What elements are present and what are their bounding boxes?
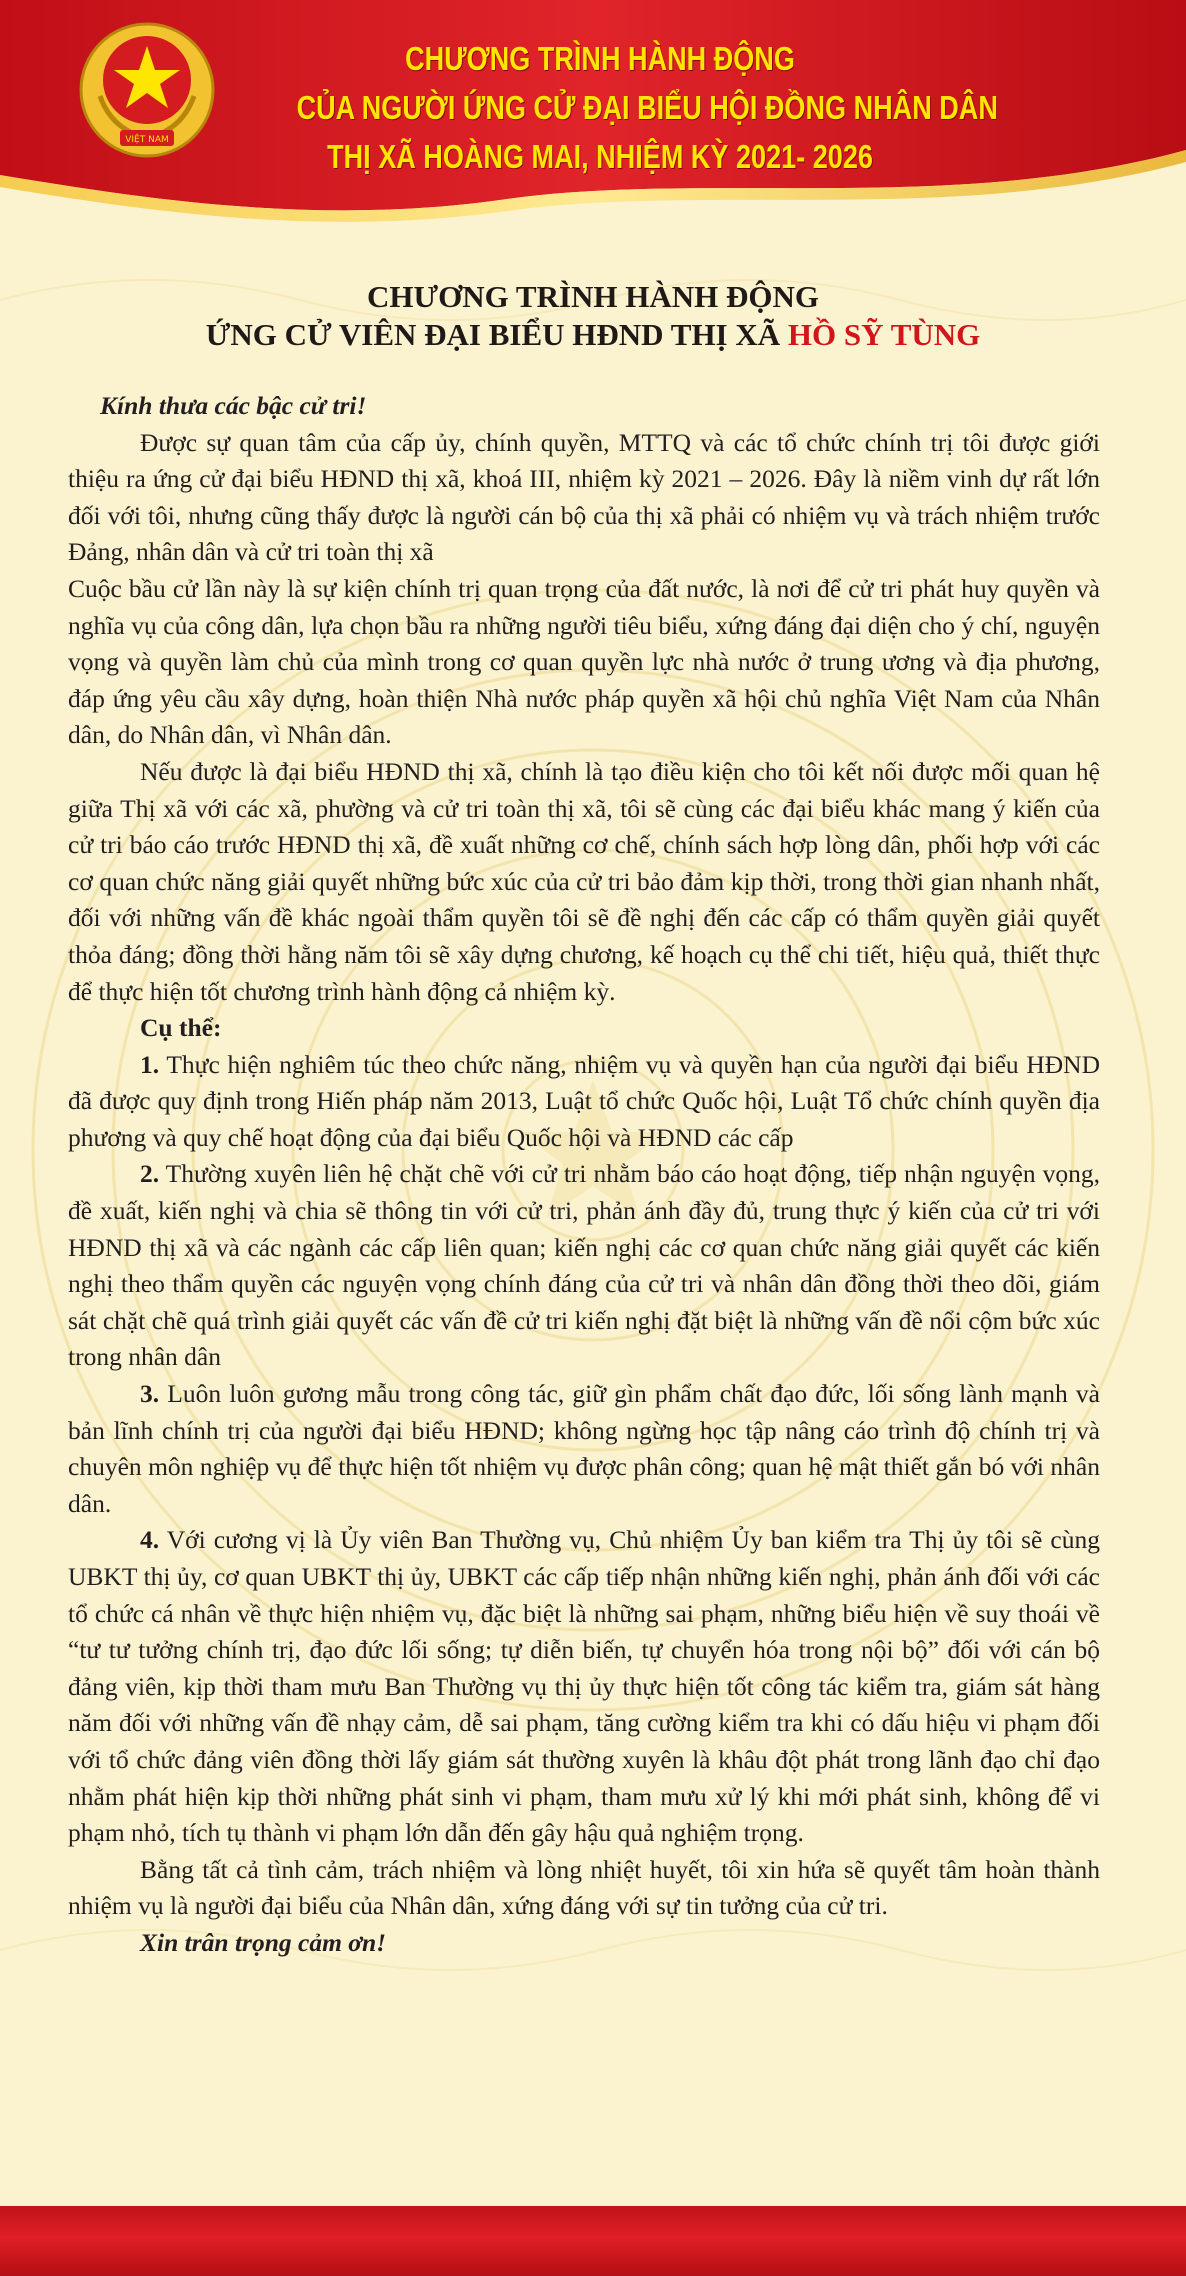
paragraph-3: Nếu được là đại biểu HĐND thị xã, chính là tạo điều kiện cho tôi kết nối được mối quan hệ giữa Thị xã với các xã, phường và cử tri toàn thị xã, tôi sẽ cùng các đại biểu khác mang ý kiến của cử tri báo cáo trước HĐND thị xã, đề xuất những cơ chế, chính sách hợp lòng dân, phối hợp với các cơ quan chức năng giải quyết những bức xúc của cử tri bảo đảm kịp thời, trong thời gian nhanh nhất, đối với những vấn đề khác ngoài thẩm quyền tôi sẽ đề nghị đến các cấp có thẩm quyền giải quyết thỏa đáng; đồng thời hằng năm tôi sẽ xây dựng chương, kế hoạch cụ thể chi tiết, hiệu quả, thiết thực để thực hiện tốt chương trình hành động cả nhiệm kỳ. xyxy=(68,756,1100,1006)
paragraph-1: Được sự quan tâm của cấp ủy, chính quyền, MTTQ và các tổ chức chính trị tôi được giới thiệu ra ứng cử đại biểu HĐND thị xã, khoá III, nhiệm kỳ 2021 – 2026. Đây là niềm vinh dự rất lớn đối với tôi, nhưng cũng thấy được là người cán bộ của thị xã phải có nhiệm vụ và trách nhiệm trước Đảng, nhân dân và cử tri toàn thị xã xyxy=(68,427,1100,567)
document-title xyxy=(0,278,1186,354)
list-item: 4. Với cương vị là Ủy viên Ban Thường vụ, Chủ nhiệm Ủy ban kiểm tra Thị ủy tôi sẽ cùng UBKT thị ủy, cơ quan UBKT thị ủy, UBKT các cấp tiếp nhận những kiến nghị, phản ánh đối với các tổ chức cá nhân về thực hiện nhiệm vụ, đặc biệt là những sai phạm, những biểu hiện về suy thoái về “tư tư tưởng chính trị, đạo đức lối sống; tự diễn biến, tự chuyển hóa trong nội bộ” đối với cán bộ đảng viên, kịp thời tham mưu Ban Thường vụ thị ủy thực hiện tốt công tác kiểm tra, giám sát hàng năm đối với những vấn đề nhạy cảm, dễ sai phạm, tăng cường kiểm tra khi có dấu hiệu vi phạm đối với tổ chức đảng viên đồng thời lấy giám sát thường xuyên là khâu đột phát trong lãnh đạo chỉ đạo nhằm phát hiện kịp thời những phát sinh vi phạm, tham mưu xử lý khi mới phát sinh, không để vi phạm nhỏ, tích tụ thành vi phạm lớn dẫn đến gây hậu quả nghiệm trọng. xyxy=(68,1525,1100,1848)
title-line-2 xyxy=(0,316,1186,354)
national-emblem-icon xyxy=(72,18,222,168)
paragraph-2: Cuộc bầu cử lần này là sự kiện chính trị quan trọng của đất nước, là nơi để cử tri phát huy quyền và nghĩa vụ của công dân, lựa chọn bầu ra những người tiêu biểu, xứng đáng đại diện cho ý chí, nguyện vọng và quyền làm chủ của mình trong cơ quan quyền lực nhà nước ở trung ương và địa phương, đáp ứng yêu cầu xây dựng, hoàn thiện Nhà nước pháp quyền xã hội chủ nghĩa Việt Nam của Nhân dân, do Nhân dân, vì Nhân dân. xyxy=(68,573,1100,750)
list-item: 2. Thường xuyên liên hệ chặt chẽ với cử tri nhằm báo cáo hoạt động, tiếp nhận nguyện vọng, đề xuất, kiến nghị và chia sẽ thông tin với cử tri, phản ánh đầy đủ, trung thực ý kiến của cử tri với HĐND thị xã và các ngành các cấp liên quan; kiến nghị các cơ quan chức năng giải quyết các kiến nghị theo thẩm quyền các nguyện vọng chính đáng của cử tri và nhân dân đồng thời theo dõi, giám sát chặt chẽ quá trình giải quyết các vấn đề cử tri kiến nghị đặt biệt là những vấn đề nổi cộm bức xúc trong nhân dân xyxy=(68,1159,1100,1372)
header-line-2: CỦA NGƯỜI ỨNG CỬ ĐẠI BIỂU HỘI ĐỒNG NHÂN DÂN xyxy=(296,89,998,126)
title-line-2-prefix: ỨNG CỬ VIÊN ĐẠI BIỂU HĐND THỊ XÃ xyxy=(205,317,788,352)
list-item: 1. Thực hiện nghiêm túc theo chức năng, nhiệm vụ và quyền hạn của người đại biểu HĐND đã được quy định trong Hiến pháp năm 2013, Luật tổ chức Quốc hội, Luật Tổ chức chính quyền địa phương và quy chế hoạt động của đại biểu Quốc hội và HĐND các cấp xyxy=(68,1049,1100,1152)
footer-banner xyxy=(0,2206,1186,2276)
thanks: Xin trân trọng cảm ơn! xyxy=(140,1927,387,1957)
title-line-1: CHƯƠNG TRÌNH HÀNH ĐỘNG xyxy=(366,279,820,314)
greeting: Kính thưa các bậc cử tri! xyxy=(100,391,367,420)
header-line-3: THỊ XÃ HOÀNG MAI, NHIỆM KỲ 2021- 2026 xyxy=(327,138,873,175)
closing-paragraph: Bằng tất cả tình cảm, trách nhiệm và lòng nhiệt huyết, tôi xin hứa sẽ quyết tâm hoàn thành nhiệm vụ là người đại biểu của Nhân dân, xứng đáng với sự tin tưởng của cử tri. xyxy=(68,1854,1100,1921)
document-body xyxy=(68,388,1100,1962)
list-item: 3. Luôn luôn gương mẫu trong công tác, giữ gìn phẩm chất đạo đức, lối sống lành mạnh và bản lĩnh chính trị của người đại biểu HĐND; không ngừng học tập nâng cáo trình độ chính trị và chuyên môn nghiệp vụ để thực hiện tốt nhiệm vụ được phân công; quan hệ mật thiết gắn bó với nhân dân. xyxy=(68,1379,1100,1518)
candidate-name: HỒ SỸ TÙNG xyxy=(787,317,981,352)
header-title xyxy=(296,34,998,181)
specifics-label: Cụ thể: xyxy=(140,1013,222,1043)
header-line-1: CHƯƠNG TRÌNH HÀNH ĐỘNG xyxy=(405,40,795,77)
emblem-label: VIỆT NAM xyxy=(125,135,169,145)
